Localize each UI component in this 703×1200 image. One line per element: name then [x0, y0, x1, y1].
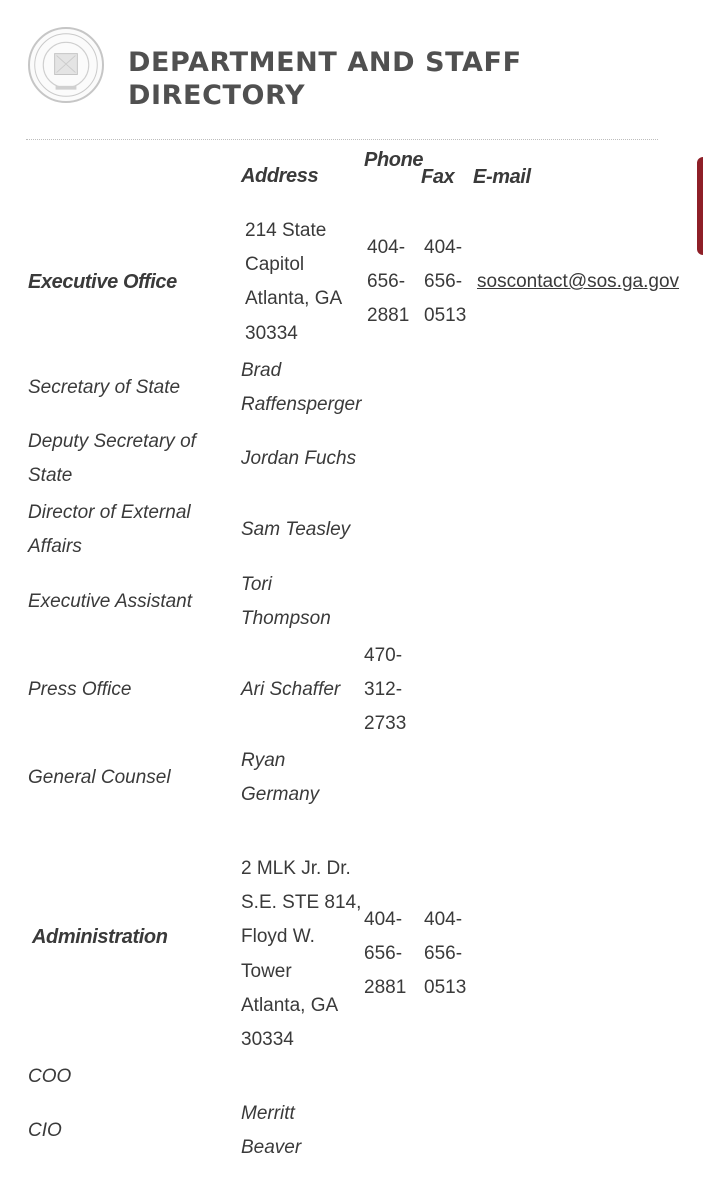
staff-name: Ryan Germany [241, 750, 320, 806]
staff-title: Press Office [28, 679, 132, 700]
executive-office-fax: 404- 656- 0513 [424, 237, 467, 327]
executive-office-address: 214 State Capitol Atlanta, GA 30334 [245, 220, 343, 344]
administration-fax: 404- 656- 0513 [424, 909, 467, 999]
staff-title: General Counsel [28, 767, 171, 788]
executive-office-phone: 404- 656- 2881 [367, 237, 410, 327]
staff-name: Jordan Fuchs [241, 448, 357, 469]
staff-title: Secretary of State [28, 377, 181, 398]
staff-name: Sam Teasley [241, 519, 351, 540]
header-divider [26, 139, 658, 140]
column-header-address: Address [241, 165, 319, 187]
staff-name: Ari Schaffer [241, 679, 341, 700]
staff-name: Merritt Beaver [241, 1103, 302, 1159]
administration-phone: 404- 656- 2881 [364, 909, 407, 999]
administration-address: 2 MLK Jr. Dr. S.E. STE 814, Floyd W. Tower Atlanta, GA 30334 [241, 858, 362, 1051]
side-feedback-tab[interactable] [697, 157, 703, 255]
column-header-fax: Fax [421, 166, 455, 188]
staff-name: Brad Raffensperger [241, 360, 362, 416]
staff-title: Director of External Affairs [28, 502, 191, 558]
georgia-state-seal-icon [28, 27, 104, 103]
department-executive-office: Executive Office [28, 271, 177, 293]
staff-name: Tori Thompson [241, 574, 331, 630]
press-office-phone: 470- 312- 2733 [364, 645, 407, 735]
column-header-phone: Phone [364, 149, 424, 171]
staff-title: CIO [28, 1120, 62, 1141]
page-title: DEPARTMENT AND STAFF DIRECTORY [128, 47, 522, 111]
column-header-email: E-mail [473, 166, 531, 188]
staff-title: COO [28, 1066, 72, 1087]
staff-title: Deputy Secretary of State [28, 431, 196, 487]
executive-office-email-link[interactable]: soscontact@sos.ga.gov [477, 271, 680, 292]
staff-title: Executive Assistant [28, 591, 193, 612]
department-administration: Administration [32, 926, 168, 948]
